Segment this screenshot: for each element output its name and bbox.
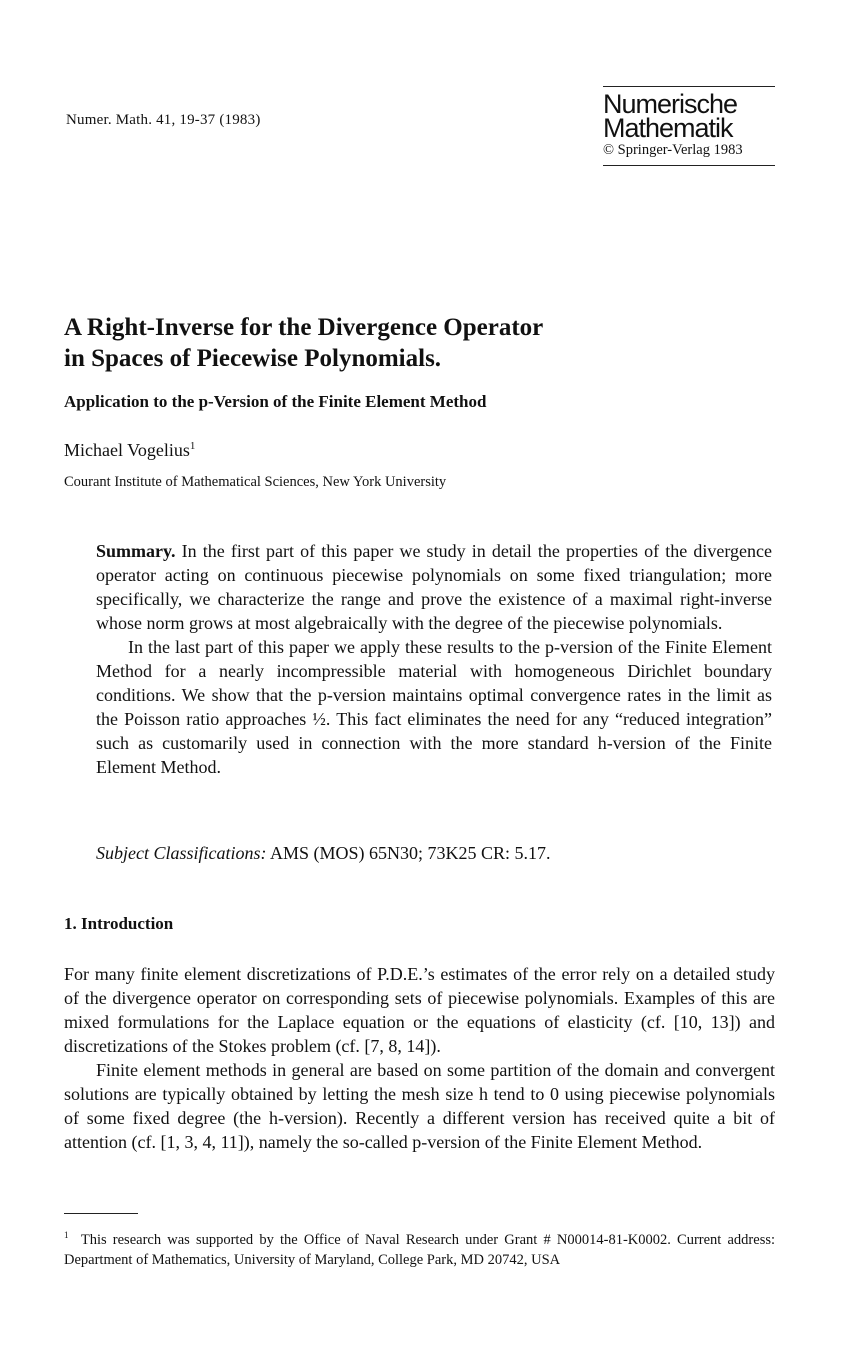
subject-value: AMS (MOS) 65N30; 73K25 CR: 5.17. xyxy=(270,843,551,863)
author-footnote-mark: 1 xyxy=(189,440,196,452)
abstract-paragraph-1 xyxy=(96,539,772,635)
author xyxy=(64,440,195,461)
masthead-bottom-rule xyxy=(603,165,775,166)
article-title-line2: in Spaces of Piecewise Polynomials. xyxy=(64,345,442,372)
footnote-mark: 1 xyxy=(64,1230,69,1240)
section-heading: 1. Introduction xyxy=(64,914,174,933)
footnote xyxy=(64,1225,775,1270)
journal-citation: Numer. Math. 41, 19-37 (1983) xyxy=(66,112,261,128)
subject-classifications xyxy=(96,843,551,864)
abstract-label: Summary. xyxy=(96,541,176,561)
body-text xyxy=(64,962,775,1154)
footnote-text: This research was supported by the Office of Naval Research under Grant # N00014-81-K0002. Current address: Department of Mathematics, University of Maryland, College Park, MD 20742, USA xyxy=(64,1231,776,1268)
article-subtitle: Application to the p-Version of the Finite Element Method xyxy=(64,392,487,411)
copyright-notice: © Springer-Verlag 1983 xyxy=(603,142,743,158)
author-affiliation: Courant Institute of Mathematical Sciences, New York University xyxy=(64,474,447,490)
subject-label: Subject Classifications: xyxy=(96,843,267,863)
abstract-paragraph-2: In the last part of this paper we apply these results to the p-version of the Finite Element Method for a nearly incompressible material with homogeneous Dirichlet boundary conditions. We show that the p-version maintains optimal convergence rates in the limit as the Poisson ratio approaches ½. This fact eliminates the need for any “reduced integration” such as customarily used in connection with the more standard h-version of the Finite Element Method. xyxy=(96,637,772,777)
body-paragraph-2: Finite element methods in general are based on some partition of the domain and convergent solutions are typically obtained by letting the mesh size h tend to 0 using piecewise polynomials of some fixed degree (the h-version). Recently a different version has received quite a bit of attention (cf. [1, 3, 4, 11]), namely the so-called p-version of the Finite Element Method. xyxy=(64,1060,775,1152)
journal-name xyxy=(603,89,775,143)
abstract-text-1: In the first part of this paper we study in detail the properties of the divergence operator acting on continuous piecewise polynomials on some fixed triangulation; more specifically, we characterize the range and prove the existence of a maximal right-inverse whose norm grows at most algebraically with the degree of the piecewise polynomials. xyxy=(96,541,772,633)
masthead-top-rule xyxy=(603,86,775,87)
journal-name-line2: Mathematik xyxy=(603,113,733,143)
article-title-line1: A Right-Inverse for the Divergence Operator xyxy=(64,314,544,341)
body-paragraph-1: For many finite element discretizations of P.D.E.’s estimates of the error rely on a detailed study of the divergence operator on corresponding sets of piecewise polynomials. Examples of this are mixed formulations for the Laplace equation or the equations of elasticity (cf. [10, 13]) and discretizations of the Stokes problem (cf. [7, 8, 14]). xyxy=(64,964,775,1056)
footnote-rule xyxy=(64,1213,138,1214)
author-name: Michael Vogelius xyxy=(64,440,190,460)
journal-masthead xyxy=(603,86,775,166)
article-title xyxy=(64,312,543,374)
journal-name-line1: Numerische xyxy=(603,89,738,119)
abstract xyxy=(96,539,772,779)
